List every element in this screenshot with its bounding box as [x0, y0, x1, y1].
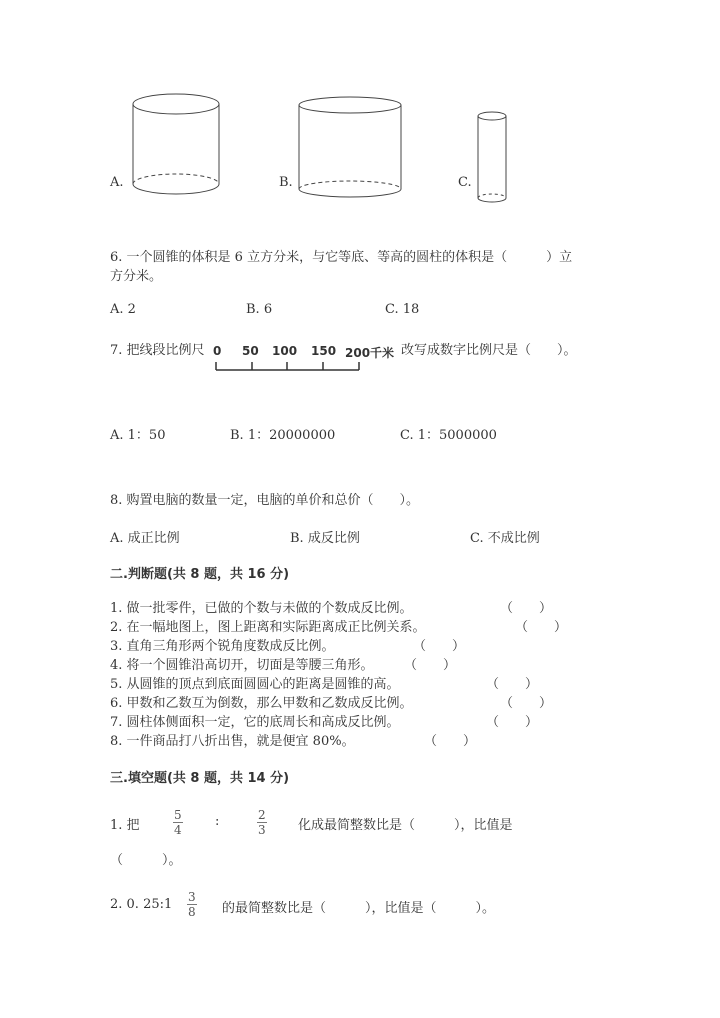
scale-tick-200: 200千米	[345, 346, 395, 360]
answer-blank[interactable]: （ ）	[500, 601, 553, 616]
fraction-2-3	[257, 808, 267, 837]
q6-option-c: C. 18	[385, 302, 420, 317]
answer-blank[interactable]: （ ）	[500, 696, 553, 711]
list-item: 3. 直角三角形两个锐角度数成反比例。	[110, 639, 335, 654]
q8-option-c: C. 不成比例	[470, 531, 540, 546]
list-item: 1. 做一批零件，已做的个数与未做的个数成反比例。	[110, 601, 413, 616]
fraction-3-8	[187, 890, 197, 919]
q7-suffix: 改写成数字比例尺是（ ）。	[401, 343, 577, 358]
scale-tick-50: 50	[242, 344, 259, 358]
section3-title: 三.填空题(共 8 题，共 14 分)	[110, 771, 290, 786]
q8-option-b: B. 成反比例	[290, 531, 360, 546]
denominator: 4	[174, 823, 182, 837]
answer-blank[interactable]: （ ）	[413, 639, 466, 654]
cylinder-c	[478, 112, 506, 202]
denominator: 3	[258, 823, 266, 837]
list-item: 6. 甲数和乙数互为倒数，那么甲数和乙数成反比例。	[110, 696, 413, 711]
q7-option-c: C. 1：5000000	[400, 428, 497, 443]
q7-prefix: 7. 把线段比例尺	[110, 343, 205, 358]
fraction-5-4	[173, 808, 183, 837]
q8-text: 8. 购置电脑的数量一定，电脑的单价和总价（ ）。	[110, 493, 420, 508]
list-item: 4. 将一个圆锥沿高切开，切面是等腰三角形。	[110, 658, 374, 673]
q8-option-a: A. 成正比例	[110, 531, 180, 546]
fill-q2-prefix: 2. 0. 25:1	[110, 897, 173, 912]
cylinder-figures	[0, 0, 720, 240]
numerator: 2	[258, 808, 266, 822]
numerator: 3	[188, 890, 196, 904]
list-item: 2. 在一幅地图上，图上距离和实际距离成正比例关系。	[110, 620, 426, 635]
q6-option-a: A. 2	[110, 302, 136, 317]
list-item: 8. 一件商品打八折出售，就是便宜 80%。	[110, 734, 355, 749]
scale-tick-100: 100	[272, 344, 298, 358]
fill-q1-cont: （ ）。	[110, 853, 182, 868]
list-item: 5. 从圆锥的顶点到底面圆圆心的距离是圆锥的高。	[110, 677, 400, 692]
answer-blank[interactable]: （ ）	[424, 734, 477, 749]
q6-text-cont: 方分米。	[110, 269, 163, 284]
fill-q1-suffix: 化成最简整数比是（ ），比值是	[298, 818, 513, 833]
q6-option-b: B. 6	[246, 302, 273, 317]
answer-blank[interactable]: （ ）	[486, 715, 539, 730]
figure-label-a: A.	[110, 175, 124, 190]
list-item: 7. 圆柱体侧面积一定，它的底周长和高成反比例。	[110, 715, 400, 730]
q7-option-b: B. 1：20000000	[230, 428, 336, 443]
ratio-colon: :	[215, 814, 220, 829]
answer-blank[interactable]: （ ）	[404, 658, 457, 673]
numerator: 5	[174, 808, 182, 822]
q6-text: 6. 一个圆锥的体积是 6 立方分米，与它等底、等高的圆柱的体积是（ ）立	[110, 250, 573, 265]
scale-tick-150: 150	[311, 344, 337, 358]
fill-q2-suffix: 的最简整数比是（ ），比值是（ ）。	[222, 901, 496, 916]
scale-tick-0: 0	[213, 344, 222, 358]
cylinder-b	[299, 97, 401, 197]
answer-blank[interactable]: （ ）	[515, 620, 568, 635]
answer-blank[interactable]: （ ）	[486, 677, 539, 692]
section2-title: 二.判断题(共 8 题，共 16 分)	[110, 567, 290, 582]
denominator: 8	[188, 905, 196, 919]
q7-option-a: A. 1：50	[110, 428, 166, 443]
figure-label-c: C.	[458, 175, 472, 190]
figure-label-b: B.	[279, 175, 293, 190]
fill-q1-prefix: 1. 把	[110, 818, 140, 833]
cylinder-a	[133, 94, 219, 194]
